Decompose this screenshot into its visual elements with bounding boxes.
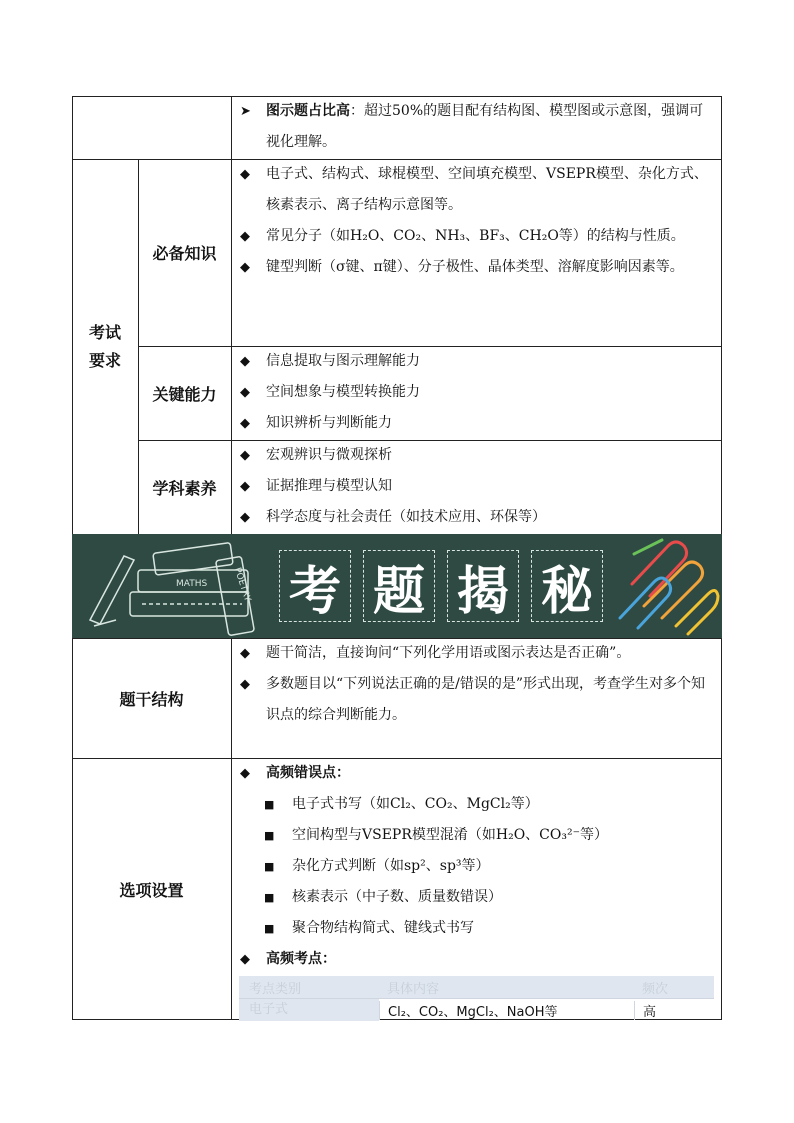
stem-structure-label: 题干结构 [119,689,184,709]
sub-list-item: ■ 核素表示（中子数、质量数错误） [232,882,712,913]
table-cell: 高 [634,1001,714,1020]
diamond-bullet-icon: ◆ [240,510,250,525]
ability-content [232,346,712,439]
diamond-bullet-icon: ◆ [240,677,250,692]
list-item: ◆ 宏观辨识与微观探析 [232,440,712,471]
book-label-poetry: POETRY [231,566,253,603]
diamond-bullet-icon: ◆ [240,354,250,369]
list-item: ◆ 高频考点： [232,944,712,975]
list-item: ◆ 高频错误点： [232,758,712,789]
banner-char: 秘 [531,550,603,622]
table-header-row [239,976,714,998]
section-label-knowledge: 必备知识 [152,244,217,263]
diamond-bullet-icon: ◆ [240,479,250,494]
option-setting-content [232,758,712,975]
list-item: ◆ 电子式、结构式、球棍模型、空间填充模型、VSEPR模型、杂化方式、核素表示、离子结构示意图等。 [232,159,712,221]
table-cell: 电子式 [239,999,379,1021]
diamond-bullet-icon: ◆ [240,385,250,400]
square-bullet-icon: ■ [264,798,275,811]
square-bullet-icon: ■ [264,829,275,842]
high-frequency-table [239,976,714,1021]
row0-content [232,96,712,158]
row0-title: 图示题占比高 [266,103,350,119]
table-header-cell: 考点类别 [249,981,302,997]
diamond-bullet-icon: ◆ [240,260,250,275]
option-setting-label: 选项设置 [119,880,184,900]
sub-list-item: ■ 空间构型与VSEPR模型混淆（如H₂O、CO₃²⁻等） [232,820,712,851]
exam-requirements-label: 考试要求 [88,322,121,370]
diamond-bullet-icon: ◆ [240,416,250,431]
sub-list-item: ■ 杂化方式判断（如sp²、sp³等） [232,851,712,882]
diamond-bullet-icon: ◆ [240,167,250,182]
list-item: ◆ 信息提取与图示理解能力 [232,346,712,377]
list-item [232,96,712,158]
row0-text: ：超过50%的题目配有结构图、模型图或示意图，强调可视化理解。 [266,103,704,150]
square-bullet-icon: ■ [264,922,275,935]
banner-char: 揭 [447,550,519,622]
stem-structure-content [232,638,712,731]
paper-clips-icon [620,540,718,634]
banner-char: 题 [363,550,435,622]
list-item: ◆ 科学态度与社会责任（如技术应用、环保等） [232,502,712,533]
list-item: ◆ 题干简洁，直接询问“下列化学用语或图示表达是否正确”。 [232,638,712,669]
book-label-maths: MATHS [176,579,208,589]
list-item: ◆ 常见分子（如H₂O、CO₂、NH₃、BF₃、CH₂O等）的结构与性质。 [232,221,712,252]
square-bullet-icon: ■ [264,891,275,904]
banner-char: 考 [279,550,351,622]
section-banner [72,534,722,638]
arrow-bullet-icon: ➤ [240,104,251,119]
section-label-ability: 关键能力 [152,384,217,404]
table-header-cell: 频次 [642,981,669,997]
diamond-bullet-icon: ◆ [240,646,250,661]
section-label-literacy: 学科素养 [152,478,217,498]
diamond-bullet-icon: ◆ [240,952,250,967]
diamond-bullet-icon: ◆ [240,766,250,781]
list-item: ◆ 多数题目以“下列说法正确的是/错误的是”形式出现，考查学生对多个知识点的综合判断能力。 [232,669,712,731]
list-item: ◆ 键型判断（σ键、π键）、分子极性、晶体类型、溶解度影响因素等。 [232,252,712,283]
square-bullet-icon: ■ [264,860,275,873]
list-item: ◆ 知识辨析与判断能力 [232,408,712,439]
list-item: ◆ 空间想象与模型转换能力 [232,377,712,408]
diamond-bullet-icon: ◆ [240,448,250,463]
diamond-bullet-icon: ◆ [240,229,250,244]
sub-list-item: ■ 电子式书写（如Cl₂、CO₂、MgCl₂等） [232,789,712,820]
table-row [239,998,714,1021]
books-illustration-icon [90,543,254,636]
document-page [72,96,722,1020]
list-item: ◆ 证据推理与模型认知 [232,471,712,502]
sub-list-item: ■ 聚合物结构简式、键线式书写 [232,913,712,944]
literacy-content [232,440,712,533]
knowledge-content [232,159,712,283]
table-cell: Cl₂、CO₂、MgCl₂、NaOH等 [379,1001,634,1020]
table-header-cell: 具体内容 [387,981,440,997]
